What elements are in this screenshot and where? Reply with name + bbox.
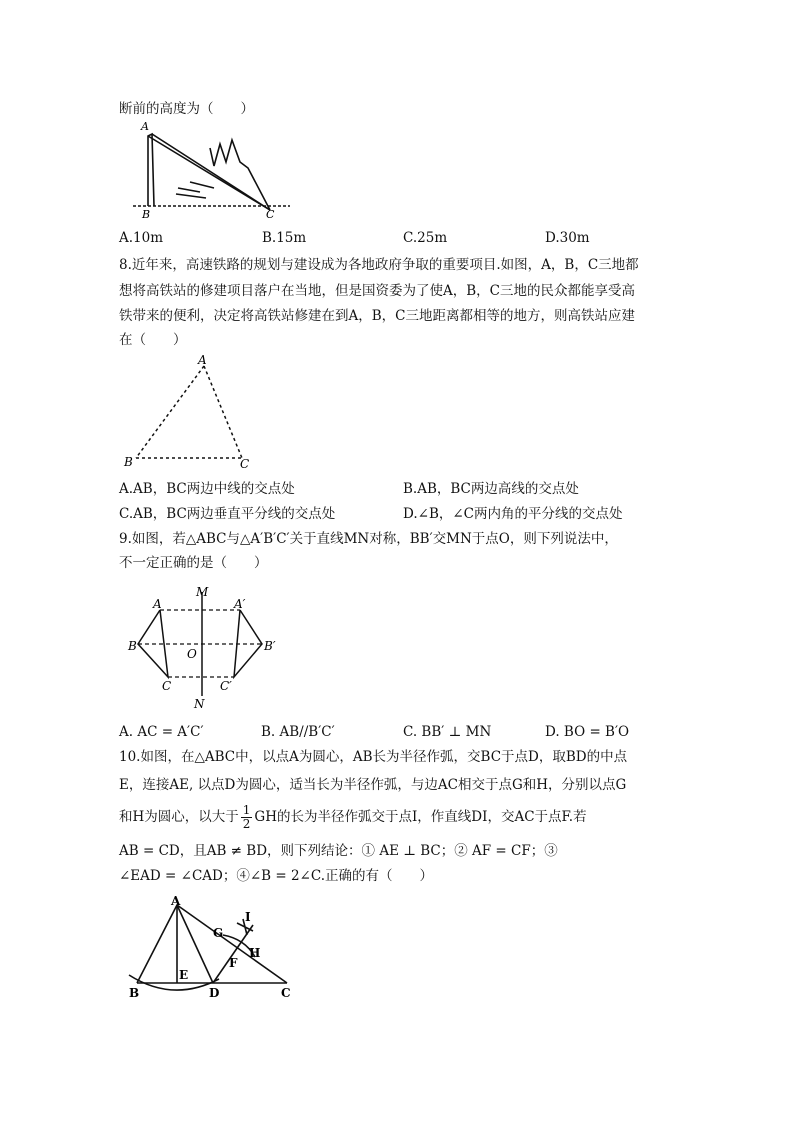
q8-option-d[interactable]: D.∠B，∠C两内角的平分线的交点处: [403, 506, 623, 522]
q9-option-b[interactable]: B. AB//B′C′: [261, 724, 335, 740]
q10-line-4: AB = CD，且AB ≠ BD，则下列结论：① AE ⊥ BC；② AF = CF；③: [119, 843, 558, 859]
q7-option-d[interactable]: D.30m: [545, 230, 590, 246]
q10-line-3: [119, 804, 587, 831]
q8-label-a: A: [198, 353, 207, 367]
q8-triangle-figure: [118, 352, 268, 470]
q9-label-n: N: [194, 697, 205, 711]
q9-option-d[interactable]: D. BO = B′O: [545, 724, 630, 740]
q7-label-c: C: [266, 208, 275, 221]
q10-line-3-end: GH的长为半径作弧交于点I，作直线DI，交AC于点F.若: [254, 809, 587, 825]
q9-label-c: C: [162, 679, 172, 693]
q8-label-b: B: [124, 455, 133, 469]
q9-line-1: 9.如图，若△ABC与△A′B′C′关于直线MN对称，BB′交MN于点O，则下列说法中，: [119, 531, 618, 547]
q7-question-tail: 断前的高度为（ ）: [119, 101, 254, 117]
q10-label-b: B: [129, 986, 140, 1000]
q8-line-1: 8.近年来，高速铁路的规划与建设成为各地政府争取的重要项目.如图，A，B，C三地都: [119, 257, 639, 273]
q9-label-b-prime: B′: [264, 639, 276, 653]
q10-construction-figure: [125, 895, 305, 1003]
q10-fraction-den: 2: [242, 817, 251, 831]
q10-label-h: H: [249, 946, 261, 960]
q10-label-g: G: [213, 926, 224, 940]
q8-option-b[interactable]: B.AB，BC两边高线的交点处: [403, 481, 579, 497]
q9-option-c[interactable]: C. BB′ ⊥ MN: [403, 724, 492, 740]
q8-label-c: C: [240, 457, 250, 470]
q9-label-o: O: [187, 647, 197, 661]
q10-line-1: 10.如图，在△ABC中，以点A为圆心，AB长为半径作弧，交BC于点D，取BD的中点: [119, 749, 628, 765]
q10-label-f: F: [229, 956, 238, 970]
q7-tree-figure: [128, 118, 298, 222]
q7-option-a[interactable]: A.10m: [119, 230, 164, 246]
q9-symmetry-figure: [122, 582, 294, 712]
q9-option-a[interactable]: A. AC = A′C′: [119, 724, 204, 740]
q10-label-c: C: [281, 986, 291, 1000]
q10-label-a: A: [171, 895, 181, 908]
q9-label-a: A: [153, 597, 162, 611]
q7-option-c[interactable]: C.25m: [403, 230, 448, 246]
q9-label-m: M: [196, 585, 209, 599]
q8-option-c[interactable]: C.AB，BC两边垂直平分线的交点处: [119, 506, 336, 522]
q10-line-2: E，连接AE, 以点D为圆心，适当长为半径作弧，与边AC相交于点G和H，分别以点G: [119, 777, 627, 793]
q10-label-i: I: [245, 910, 251, 924]
q9-label-c-prime: C′: [220, 679, 232, 693]
q8-line-3: 铁带来的便利，决定将高铁站修建在到A，B，C三地距离都相等的地方，则高铁站应建: [119, 308, 635, 324]
q10-line-5: ∠EAD = ∠CAD；④∠B = 2∠C.正确的有（ ）: [119, 868, 434, 884]
q9-line-2: 不一定正确的是（ ）: [119, 555, 268, 571]
q10-fraction: [241, 804, 253, 831]
q8-option-a[interactable]: A.AB，BC两边中线的交点处: [119, 481, 295, 497]
q8-line-2: 想将高铁站的修建项目落户在当地，但是国资委为了使A，B，C三地的民众都能享受高: [119, 283, 635, 299]
q7-label-a: A: [141, 120, 149, 133]
q7-label-b: B: [142, 208, 151, 221]
q7-option-b[interactable]: B.15m: [262, 230, 307, 246]
q10-label-d: D: [209, 986, 220, 1000]
q9-label-a-prime: A′: [234, 597, 246, 611]
q9-label-b: B: [128, 639, 137, 653]
q10-fraction-num: 1: [242, 803, 251, 817]
q8-line-4: 在（ ）: [119, 332, 187, 348]
q10-line-3-start: 和H为圆心，以大于: [119, 809, 239, 825]
q10-label-e: E: [179, 968, 189, 982]
